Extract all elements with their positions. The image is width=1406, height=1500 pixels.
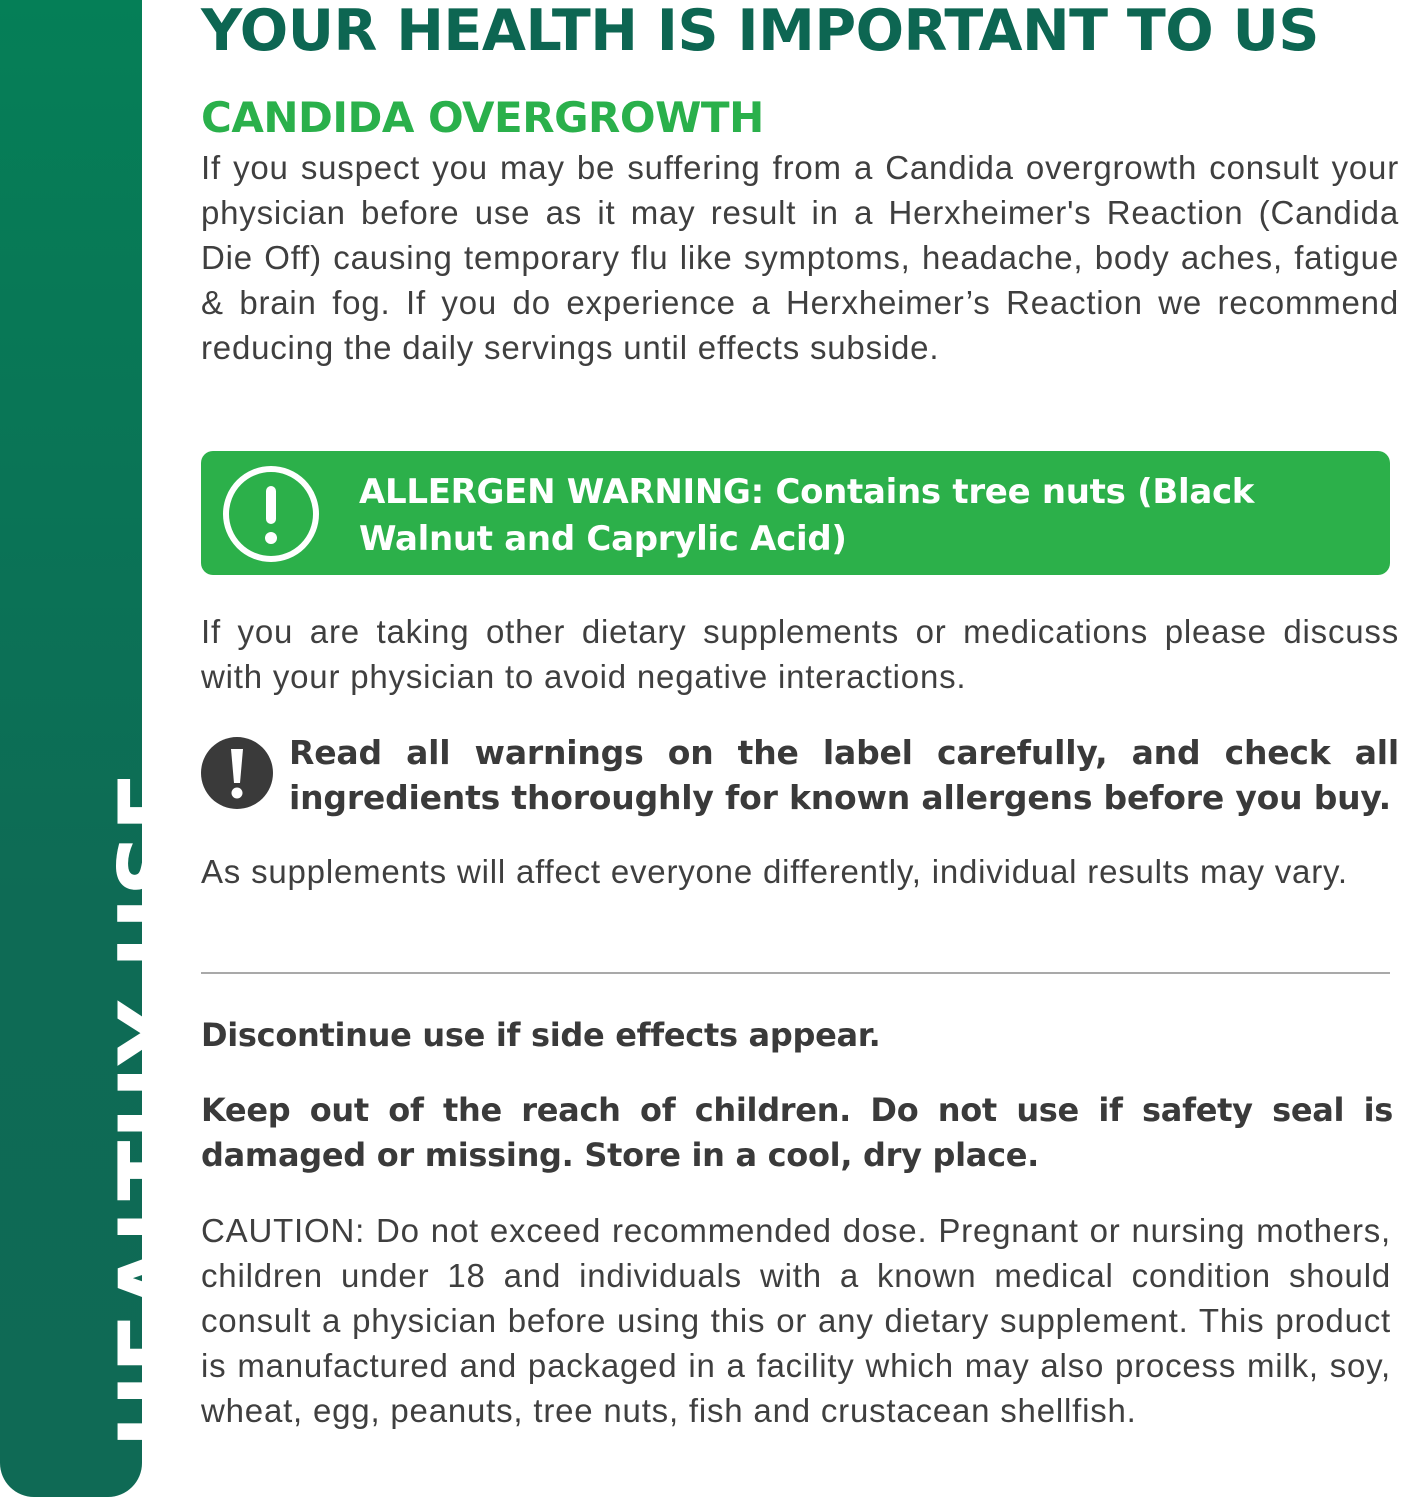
discontinue-notice: Discontinue use if side effects appear. — [201, 1016, 881, 1054]
interactions-paragraph: If you are taking other dietary supplements or medications please discuss with your physician to avoid negative interactions. — [201, 613, 1399, 695]
healthy-use-sidebar — [0, 0, 203, 1497]
allergen-warning-banner — [201, 451, 1390, 575]
label-warning-text: Read all warnings on the label carefully, and check all ingredients thoroughly for known allergens before you buy. — [289, 733, 1399, 817]
sidebar-label: HEALTHY USE — [100, 770, 203, 1448]
caution-paragraph: CAUTION: Do not exceed recommended dose. Pregnant or nursing mothers, children under 18 and individuals with a known medical condition should consult a physician before using this or any dietary supplement. This product is manufactured and packaged in a facility which may also process milk, soy, wheat, egg, peanuts, tree nuts, fish and crustacean shellfish. — [201, 1212, 1391, 1429]
divider — [201, 972, 1390, 974]
results-paragraph: As supplements will affect everyone differently, individual results may vary. — [201, 853, 1348, 890]
storage-notice: Keep out of the reach of children. Do not use if safety seal is damaged or missing. Store in a cool, dry place. — [201, 1091, 1393, 1174]
page-title: YOUR HEALTH IS IMPORTANT TO US — [201, 0, 1319, 64]
candida-heading: CANDIDA OVERGROWTH — [201, 93, 764, 142]
candida-paragraph: If you suspect you may be suffering from a Candida overgrowth consult your physician before use as it may result in a Herxheimer's Reaction (Candida Die Off) causing temporary flu like symptoms, headache, body aches, fatigue & brain fog. If you do experience a Herxheimer’s Reaction we recommend reducing the daily servings until effects subside. — [201, 149, 1399, 366]
exclamation-filled-circle-icon — [201, 737, 273, 809]
exclamation-circle-icon — [223, 466, 319, 562]
allergen-warning-text: ALLERGEN WARNING: Contains tree nuts (Black Walnut and Caprylic Acid) — [359, 472, 1255, 559]
